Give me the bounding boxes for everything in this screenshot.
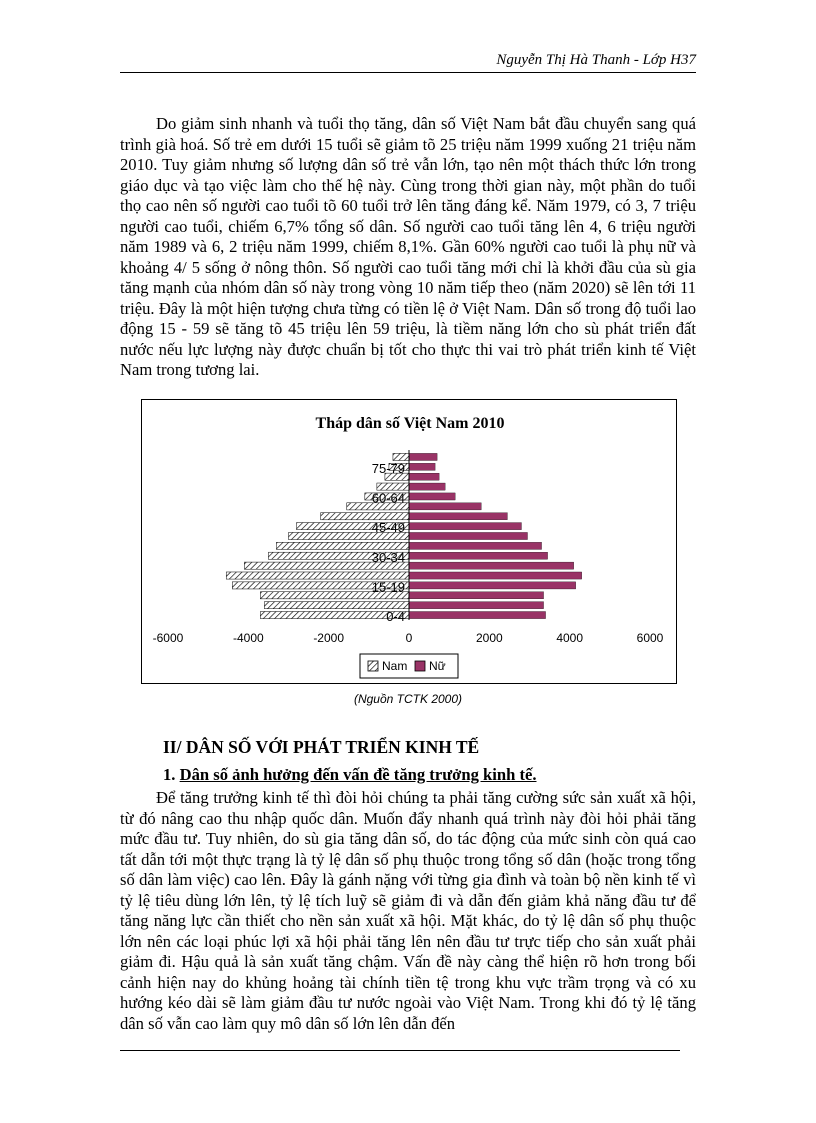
category-label-0-4: 0-4 [386,609,405,625]
header-divider [120,72,696,73]
page-header: Nguyễn Thị Hà Thanh - Lớp H37 [496,52,696,68]
subsection-number: 1. [163,765,176,784]
bar-nam-50-54 [321,513,409,520]
bar-nu-10-14 [409,592,544,599]
x-tick-label--6000: -6000 [152,631,184,645]
paragraph-population-aging: Do giảm sinh nhanh và tuổi thọ tăng, dân số Việt Nam bắt đầu chuyển sang quá trình già hoá. Số trẻ em dưới 15 tuổi sẽ giảm tõ 25 triệu năm 1999 xuống 21 triệu năm 2010. Tuy giảm nhưng số lượng dân số trẻ vẫn lớn, tạo nên một thách thức lớn trong giáo dục và tạo việc làm cho thế hệ này. Cùng trong thời gian này, một phần do tuổi thọ cao nên số người cao tuổi tõ 60 tuổi trở lên tăng đáng kể. Năm 1979, có 3, 7 triệu người cao tuổi, chiếm 6,7% tổng số dân. Số người cao tuổi tăng lên 4, 6 triệu người năm 1989 và 6, 2 triệu năm 1999, chiếm 8,1%. Gần 60% người cao tuổi là phụ nữ và khoảng 4/ 5 sống ở nông thôn. Số người cao tuổi tăng mới chỉ là khởi đầu của sù gia tăng mạnh của nhóm dân số này trong vòng 10 năm tiếp theo (năm 2020) sẽ lên tới 11 triệu. Đây là một hiện tượng chưa từng có tiền lệ ở Việt Nam. Dân số trong độ tuổi lao động 15 - 59 sẽ tăng tõ 45 triệu lên 59 triệu, là tiềm năng lớn cho sù phát triển đất nước nếu lực lượng này được chuẩn bị tốt cho thực thi vai trò phát triển kinh tế Việt Nam trong tương lai. [120,114,696,379]
population-pyramid-chart [141,399,677,684]
bar-nu-35-39 [409,542,542,549]
bar-nu-75-79 [409,463,435,470]
category-label-45-49: 45-49 [371,520,405,536]
x-tick-label--2000: -2000 [313,631,345,645]
footer-divider [120,1050,680,1051]
section-title: II/ DÂN SỐ VỚI PHÁT TRIỂN KINH TẾ [163,737,480,757]
legend-swatch-nam [368,661,378,671]
x-tick-label--4000: -4000 [232,631,264,645]
legend-swatch-nu [415,661,425,671]
legend-label-nam: Nam [382,659,408,673]
category-label-15-19: 15-19 [371,579,405,595]
bar-nu-15-19 [409,582,576,589]
subsection-title [163,765,537,785]
bar-nu-65-69 [409,483,445,490]
bar-nu-50-54 [409,513,507,520]
x-tick-label-6000: 6000 [636,631,664,645]
bar-nam-80+ [393,453,409,460]
paragraph-economic-growth: Để tăng trưởng kinh tế thì đòi hỏi chúng ta phải tăng cường sức sản xuất xã hội, từ đó nâng cao thu nhập quốc dân. Muốn đẩy nhanh quá trình này đòi hỏi phải tăng mức đầu tư. Tuy nhiên, do sù gia tăng dân số, do tác động của mức sinh còn quá cao tất dẫn tới một thực trạng là tỷ lệ dân số phụ thuộc trong tổng số dân (hoặc trong tổng số dân làm việc) cao lên. Đây là gánh nặng với từng gia đình và toàn bộ nền kinh tế vì tỷ lệ tiêu dùng lớn lên, tỷ lệ tích luỹ sẽ giảm đi và dẫn đến giảm khả năng đầu tư để tăng năng lực cần thiết cho nền sản xuất xã hội. Mặt khác, do tỷ lệ dân số phụ thuộc lớn nên các loại phúc lợi xã hội phải tăng lên nên đầu tư trực tiếp cho sản xuất phải giảm đi. Hậu quả là sản xuất tăng chậm. Vấn đề này càng thể hiện rõ hơn trong bối cảnh hiện nay do khủng hoảng tài chính tiền tệ trong khu vực trầm trọng và có xu hướng kéo dài sẽ làm giảm đầu tư nước ngoài vào Việt Nam. Trong khi đó tỷ lệ tăng dân số vẫn cao làm quy mô dân số lớn lên dẫn đến [120,788,696,1033]
category-label-30-34: 30-34 [371,549,405,565]
x-tick-label-2000: 2000 [475,631,503,645]
chart-title: Tháp dân số Việt Nam 2010 [315,415,505,432]
legend-label-nu: Nữ [429,659,446,673]
bar-nu-55-59 [409,503,481,510]
category-label-75-79: 75-79 [371,460,405,476]
bar-nu-60-64 [409,493,455,500]
bar-nu-20-24 [409,572,582,579]
subsection-heading: Dân số ảnh hưởng đến vấn đề tăng trưởng kinh tế. [179,765,537,784]
bar-nu-30-34 [409,552,548,559]
bar-nam-35-39 [276,542,409,549]
bar-nam-5-9 [264,602,409,609]
bar-nam-20-24 [226,572,409,579]
chart-legend [360,654,458,678]
bar-nu-80+ [409,453,437,460]
chart-canvas [142,400,676,683]
bar-nam-65-69 [377,483,409,490]
chart-source-note: (Nguồn TCTK 2000) [353,692,463,706]
bar-nu-40-44 [409,532,527,539]
x-tick-label-4000: 4000 [556,631,584,645]
bar-nu-70-74 [409,473,439,480]
x-tick-label-0: 0 [405,631,413,645]
bar-nu-45-49 [409,523,521,530]
bar-nu-0-4 [409,612,546,619]
category-label-60-64: 60-64 [371,490,405,506]
bar-nu-5-9 [409,602,544,609]
bar-nu-25-29 [409,562,574,569]
